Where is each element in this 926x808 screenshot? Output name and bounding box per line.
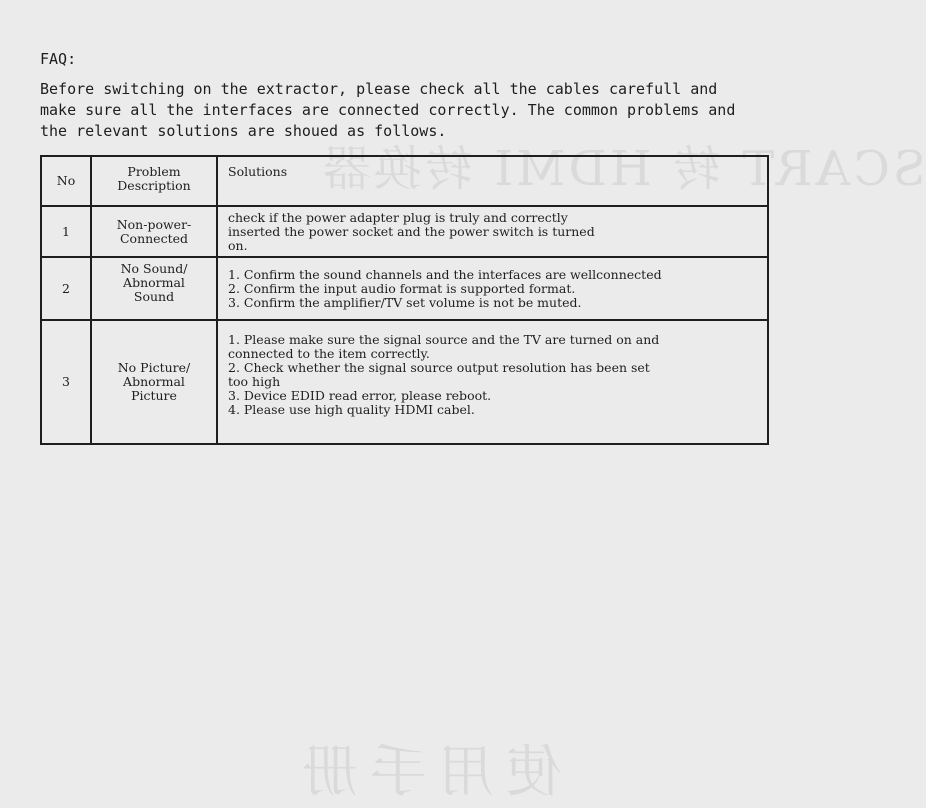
intro-line: the relevant solutions are shoued as follows. — [40, 122, 447, 140]
problem-line: Sound — [133, 289, 175, 304]
faq-table — [40, 155, 769, 445]
row-problem — [91, 257, 217, 320]
solution-line: 3. Confirm the amplifier/TV set volume is not be muted. — [228, 294, 582, 310]
row-no: 2 — [41, 257, 91, 320]
solution-line: 2. Confirm the input audio format is supported format. — [228, 280, 576, 296]
table-header-row — [41, 156, 768, 206]
show-through-manual-label: 使用手册 — [290, 740, 562, 805]
table-row — [41, 206, 768, 257]
solution-line: 1. Confirm the sound channels and the interfaces are wellconnected — [228, 266, 662, 282]
problem-line: Abnormal — [123, 374, 185, 389]
solution-line: on. — [228, 238, 248, 253]
problem-line: No Picture/ — [117, 360, 191, 375]
intro-paragraph — [40, 79, 780, 142]
show-through-title: SCART 转 HDMI 转换器 — [320, 141, 926, 197]
row-solutions — [217, 257, 768, 320]
row-problem — [91, 206, 217, 257]
header-problem-line: Description — [117, 178, 191, 193]
header-no: No — [41, 156, 91, 206]
table-row — [41, 257, 768, 320]
solution-line: connected to the item correctly. — [228, 346, 430, 361]
problem-line: Connected — [119, 230, 188, 246]
solution-line: inserted the power socket and the power switch is turned — [228, 224, 595, 239]
header-solutions: Solutions — [217, 156, 768, 206]
table-row — [41, 320, 768, 444]
row-solutions — [217, 320, 768, 444]
problem-line: Non-power- — [116, 216, 192, 232]
header-problem-line: Problem — [127, 164, 181, 179]
intro-line: Before switching on the extractor, please check all the cables carefull and — [40, 80, 718, 98]
row-no: 3 — [41, 320, 91, 444]
solution-line: 2. Check whether the signal source output resolution has been set — [228, 360, 650, 375]
solution-line: 4. Please use high quality HDMI cabel. — [228, 402, 475, 417]
intro-line: make sure all the interfaces are connected correctly. The common problems and — [40, 101, 736, 119]
faq-heading: FAQ: — [40, 50, 77, 68]
problem-line: Abnormal — [123, 275, 185, 290]
row-no: 1 — [41, 206, 91, 257]
solution-line: check if the power adapter plug is truly and correctly — [228, 210, 568, 225]
problem-line: Picture — [131, 388, 177, 403]
problem-line: No Sound/ — [120, 261, 188, 276]
solution-line: 3. Device EDID read error, please reboot. — [228, 388, 492, 403]
solution-line: too high — [228, 374, 281, 389]
row-solutions — [217, 206, 768, 257]
solution-line: 1. Please make sure the signal source and the TV are turned on and — [228, 332, 660, 347]
row-problem — [91, 320, 217, 444]
header-problem — [91, 156, 217, 206]
